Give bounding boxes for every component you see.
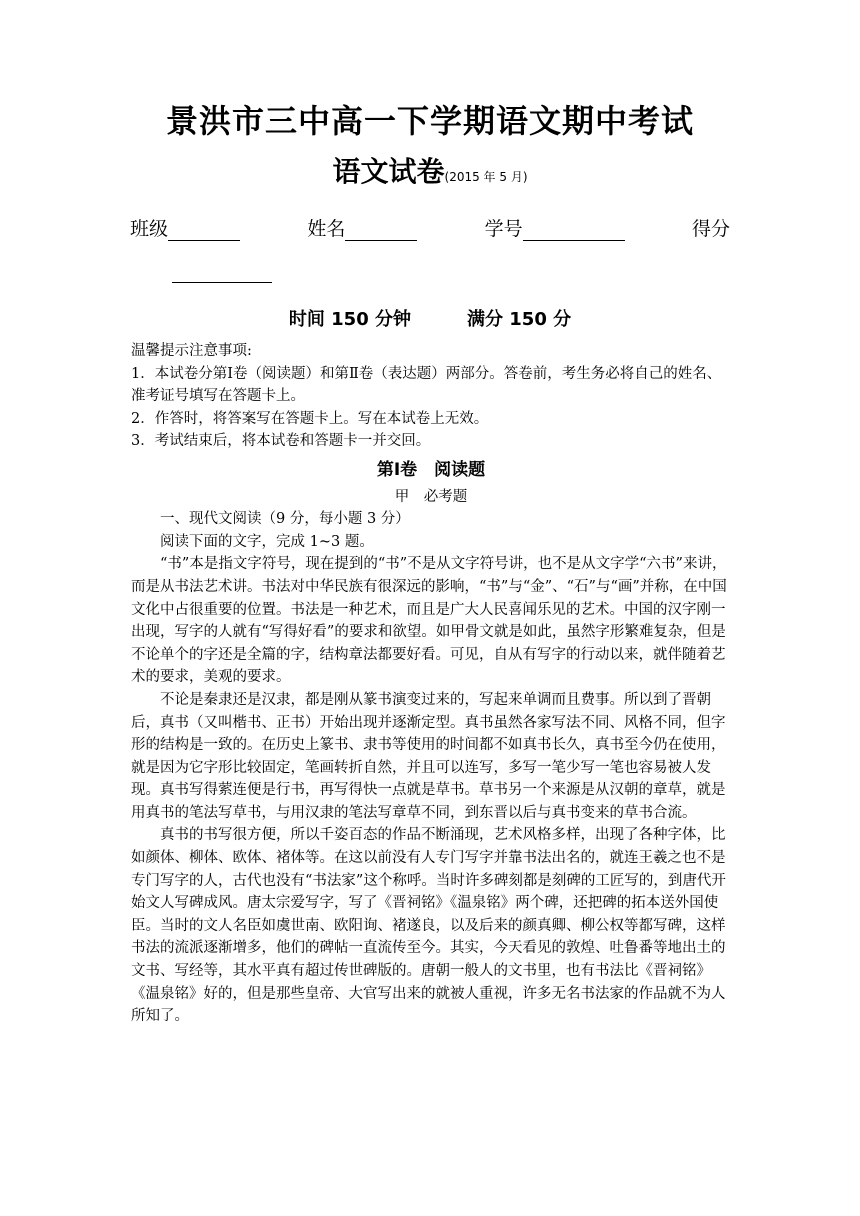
id-blank[interactable] [523, 222, 625, 241]
subtitle-text: 语文试卷 [332, 155, 445, 188]
exam-title: 景洪市三中高一下学期语文期中考试 [165, 102, 694, 140]
exam-subtitle [0, 150, 860, 190]
question-instruction: 阅读下面的文字，完成 1~3 题。 [160, 533, 374, 550]
notice-item: 2．作答时，将答案写在答题卡上。写在本试卷上无效。 [131, 410, 489, 427]
notice-heading: 温馨提示注意事项: [131, 343, 252, 359]
student-info-row [130, 214, 730, 241]
full-score: 满分 150 分 [467, 309, 572, 330]
name-field[interactable] [307, 214, 417, 241]
exam-body [131, 340, 731, 1028]
name-blank[interactable] [345, 222, 417, 241]
score-label: 得分 [691, 218, 730, 240]
section-subtitle: 甲 必考题 [394, 488, 468, 505]
subtitle-date: (2015 年 5 月) [444, 170, 528, 184]
time-limit: 时间 150 分钟 [288, 309, 411, 330]
passage-paragraph: “书”本是指文字符号，现在提到的“书”不是从文字符号讲，也不是从文字学“六书”来讲，而是从书法艺术讲。书法对中华民族有很深远的影响，“书”与“金”、“石”与“画”并称，在中国文化中占很重要的位置。书法是一种艺术，而且是广大人民喜闻乐见的艺术。中国的汉字刚一出现，写字的人就有“写得好看”的要求和欲望。如甲骨文就是如此，虽然字形繁难复杂，但是不论单个的字还是全篇的字，结构章法都要好看。可见，自从有写字的行动以来，就伴随着艺术的要求，美观的要求。 [131, 556, 727, 686]
class-blank[interactable] [168, 222, 240, 241]
class-label: 班级 [130, 218, 169, 240]
name-label: 姓名 [307, 218, 346, 240]
class-field[interactable] [130, 214, 240, 241]
notice-item: 3．考试结束后，将本试卷和答题卡一并交回。 [131, 433, 431, 450]
id-label: 学号 [484, 218, 523, 240]
section-title: 第Ⅰ卷 阅读题 [376, 459, 486, 480]
exam-meta [0, 305, 860, 331]
notice-item: 1．本试卷分第Ⅰ卷（阅读题）和第Ⅱ卷（表达题）两部分。答卷前，考生务必将自己的姓名、准考证号填写在答题卡上。 [131, 365, 722, 405]
question-heading: 一、现代文阅读（9 分，每小题 3 分） [160, 511, 410, 528]
score-blank[interactable] [172, 282, 272, 283]
passage-paragraph: 不论是秦隶还是汉隶，都是刚从篆书演变过来的，写起来单调而且费事。所以到了晋朝后，真书（又叫楷书、正书）开始出现并逐渐定型。真书虽然各家写法不同、风格不同，但字形的结构是一致的。在历史上篆书、隶书等使用的时间都不如真书长久，真书至今仍在使用，就是因为它字形比较固定，笔画转折自然，并且可以连写，多写一笔少写一笔也容易被人发现。真书写得萦连便是行书，再写得快一点就是草书。草书另一个来源是从汉朝的章草，就是用真书的笔法写草书，与用汉隶的笔法写章草不同，到东晋以后与真书变来的草书合流。 [131, 691, 726, 821]
passage-paragraph: 真书的书写很方便，所以千姿百态的作品不断涌现，艺术风格多样，出现了各种字体，比如颜体、柳体、欧体、褚体等。在这以前没有人专门写字并靠书法出名的，就连王羲之也不是专门写字的人，古代也没有“书法家”这个称呼。当时许多碑刻都是刻碑的工匠写的，到唐代开始文人写碑成风。唐太宗爱写字，写了《晋祠铭》《温泉铭》两个碑，还把碑的拓本送外国使臣。当时的文人名臣如虞世南、欧阳询、褚遂良，以及后来的颜真卿、柳公权等都写碑，这样书法的流派逐渐增多，他们的碑帖一直流传至今。其实，今天看见的敦煌、吐鲁番等地出土的文书、写经等，其水平真有超过传世碑版的。唐朝一般人的文书里，也有书法比《晋祠铭》《温泉铭》好的，但是那些皇帝、大官写出来的就被人重视，许多无名书法家的作品就不为人所知了。 [131, 827, 726, 1025]
id-field[interactable] [485, 214, 625, 241]
